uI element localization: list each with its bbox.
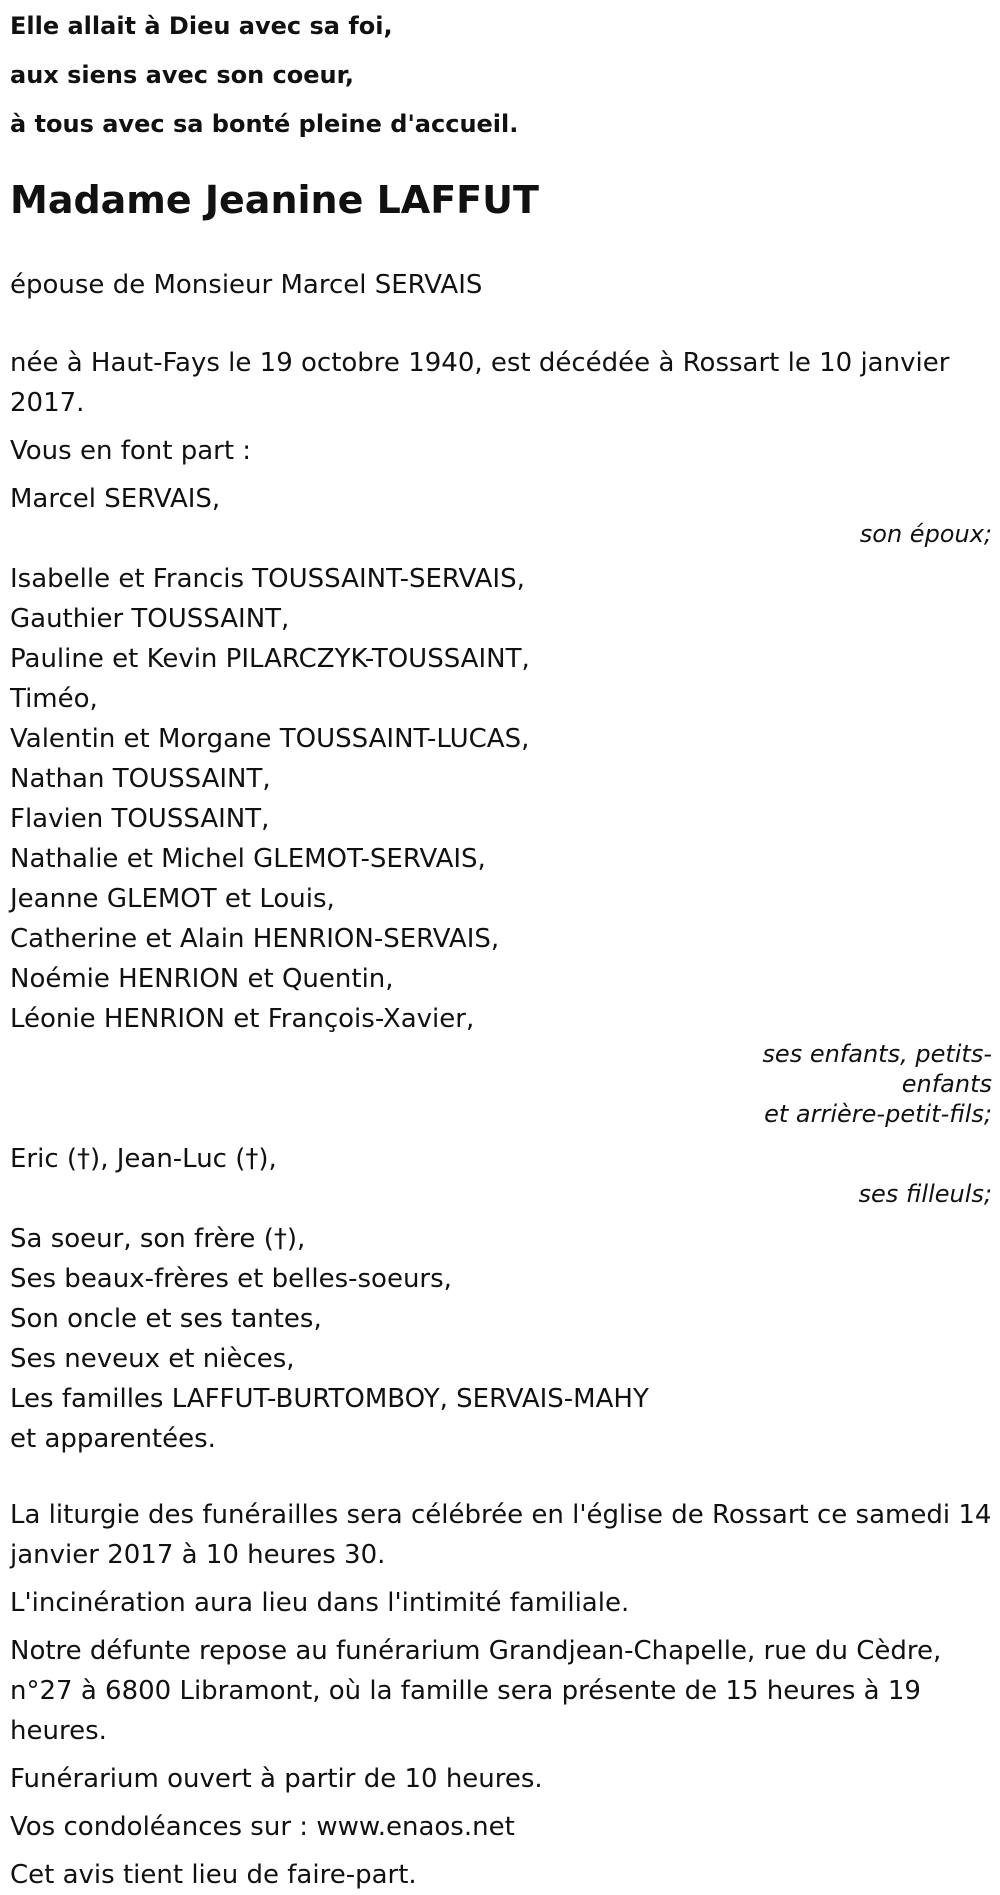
spouse-line: épouse de Monsieur Marcel SERVAIS [10,270,483,300]
family-name: Léonie HENRION et François-Xavier, [10,1004,475,1034]
birth-death-line: née à Haut-Fays le 19 octobre 1940, est décédée à Rossart le 10 janvier 2017. [10,348,950,418]
liturgy-info: La liturgie des funérailles sera célébrée en l'église de Rossart ce samedi 14 janvier 2017 à 10 heures 30. [10,1500,992,1570]
family-name: Catherine et Alain HENRION-SERVAIS, [10,924,500,954]
family-name: Valentin et Morgane TOUSSAINT-LUCAS, [10,724,530,754]
obituary-content [10,2,992,1895]
relation-label-line-2: et arrière-petit-fils; [764,1100,992,1128]
family-group-children [10,559,992,1129]
condolences-info: Vos condoléances sur : www.enaos.net [10,1812,515,1842]
obituary-page [0,2,1000,1888]
quote-line-1: Elle allait à Dieu avec sa foi, [10,12,393,40]
opening-hours: Funérarium ouvert à partir de 10 heures. [10,1764,543,1794]
family-group-spouse [10,479,992,549]
family-group-godchildren [10,1139,992,1209]
funerarium-info: Notre défunte repose au funérarium Grandjean-Chapelle, rue du Cèdre, n°27 à 6800 Libramont, où la famille sera présente de 15 heures à 19 heures. [10,1636,942,1746]
notice-line: Cet avis tient lieu de faire-part. [10,1860,417,1890]
quote-line-3: à tous avec sa bonté pleine d'accueil. [10,110,519,138]
announcement-line: Vous en font part : [10,436,252,466]
family-name: Les familles LAFFUT-BURTOMBOY, SERVAIS-MAHY [10,1384,649,1414]
family-name: Pauline et Kevin PILARCZYK-TOUSSAINT, [10,644,530,674]
family-name: Son oncle et ses tantes, [10,1304,322,1334]
family-name: Marcel SERVAIS, [10,484,221,514]
family-name: Ses neveux et nièces, [10,1344,295,1374]
family-name: Nathan TOUSSAINT, [10,764,271,794]
family-name: Nathalie et Michel GLEMOT-SERVAIS, [10,844,486,874]
family-name: Ses beaux-frères et belles-soeurs, [10,1264,452,1294]
family-name: et apparentées. [10,1424,216,1454]
family-name: Isabelle et Francis TOUSSAINT-SERVAIS, [10,564,525,594]
relation-label: ses filleuls; [858,1180,992,1208]
quote-line-2: aux siens avec son coeur, [10,61,355,89]
family-name: Gauthier TOUSSAINT, [10,604,290,634]
family-name: Jeanne GLEMOT et Louis, [10,884,335,914]
incineration-info: L'incinération aura lieu dans l'intimité familiale. [10,1588,630,1618]
opening-quote [10,2,992,149]
family-name: Eric (†), Jean-Luc (†), [10,1144,277,1174]
relation-label: son époux; [859,520,992,548]
relation-label-group [732,1039,992,1129]
family-name: Noémie HENRION et Quentin, [10,964,394,994]
family-name: Sa soeur, son frère (†), [10,1224,306,1254]
family-group-extended [10,1219,992,1459]
deceased-name: Madame Jeanine LAFFUT [10,178,539,222]
relation-label-line-1: ses enfants, petits-enfants [762,1040,992,1098]
family-name: Flavien TOUSSAINT, [10,804,270,834]
family-name: Timéo, [10,684,98,714]
